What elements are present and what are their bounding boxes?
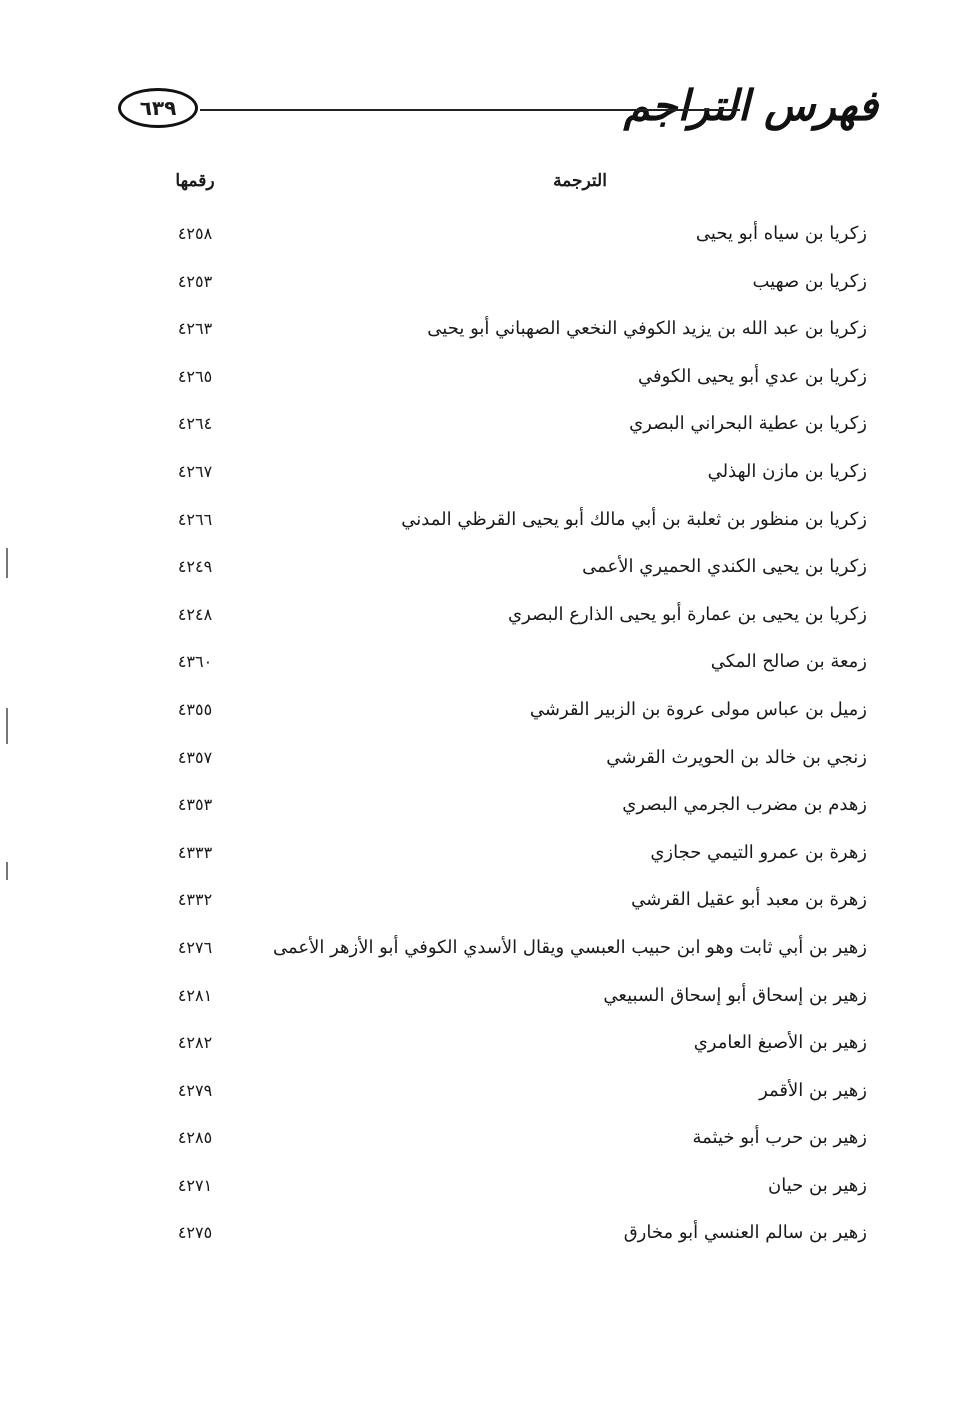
page-number-badge <box>118 88 198 128</box>
entry-name: زنجي بن خالد بن الحويرث القرشي <box>606 746 867 768</box>
entry-name: زهير بن أبي ثابت وهو ابن حبيب العبسي ويقال الأسدي الكوفي أبو الأزهر الأعمى <box>272 936 867 958</box>
entry-number: ٤٢٧٩ <box>177 1080 213 1100</box>
column-header-number: رقمها <box>175 171 215 191</box>
entry-name: زكريا بن يحيى بن عمارة أبو يحيى الذارع البصري <box>508 603 867 625</box>
page-number: ٦٣٩ <box>139 96 177 120</box>
entry-number: ٤٢٤٨ <box>177 604 213 624</box>
list-item <box>0 930 977 978</box>
entry-number: ٤٢٧١ <box>177 1175 213 1195</box>
list-item <box>0 311 977 359</box>
entry-number: ٤٢٧٦ <box>177 937 213 957</box>
entry-number: ٤٢٦٥ <box>177 366 213 386</box>
list-item <box>0 1120 977 1168</box>
entry-name: زمعة بن صالح المكي <box>710 651 867 673</box>
list-item <box>0 692 977 740</box>
entry-name: زكريا بن عطية البحراني البصري <box>629 413 867 435</box>
entry-number: ٤٣٣٣ <box>177 842 213 862</box>
entry-number: ٤٣٥٧ <box>177 747 213 767</box>
entry-number: ٤٢٦٧ <box>177 461 213 481</box>
entry-number: ٤٢٥٨ <box>177 224 213 243</box>
list-item <box>0 1025 977 1073</box>
list-item <box>0 644 977 692</box>
entry-number: ٤٢٨١ <box>177 985 213 1005</box>
list-item <box>0 359 977 407</box>
entry-number: ٤٣٥٥ <box>177 699 213 719</box>
entry-name: زهدم بن مضرب الجرمي البصري <box>622 794 867 816</box>
entry-number: ٤٣٦٠ <box>177 652 213 672</box>
entry-number: ٤٢٥٣ <box>177 271 213 291</box>
list-item <box>0 1215 977 1263</box>
list-item <box>0 978 977 1026</box>
list-item <box>0 406 977 454</box>
entry-name: زميل بن عباس مولى عروة بن الزبير القرشي <box>529 698 867 720</box>
entry-name: زهرة بن معبد أبو عقيل القرشي <box>631 889 867 911</box>
entry-number: ٤٢٦٤ <box>177 414 213 434</box>
list-item <box>0 264 977 312</box>
list-item <box>0 454 977 502</box>
header-title: فهرس التراجم <box>623 81 878 130</box>
entry-name: زهير بن حرب أبو خيثمة <box>692 1127 867 1149</box>
entry-name: زهير بن سالم العنسي أبو مخارق <box>623 1222 867 1244</box>
entry-name: زكريا بن منظور بن ثعلبة بن أبي مالك أبو يحيى القرظي المدني <box>401 508 867 530</box>
entries-list <box>0 216 977 1263</box>
list-item <box>0 549 977 597</box>
list-item <box>0 835 977 883</box>
entry-number: ٤٢٨٥ <box>177 1128 213 1148</box>
entry-number: ٤٢٦٦ <box>177 509 213 529</box>
entry-name: زهير بن حيان <box>768 1174 867 1196</box>
entry-number: ٤٢٤٩ <box>177 557 213 577</box>
column-header-name: الترجمة <box>553 171 607 191</box>
entry-number: ٤٣٣٢ <box>177 890 213 910</box>
entry-name: زكريا بن مازن الهذلي <box>707 460 867 482</box>
list-item <box>0 740 977 788</box>
list-item <box>0 1168 977 1216</box>
running-header <box>118 78 878 158</box>
scan-edge-mark <box>6 708 8 744</box>
entry-number: ٤٣٥٣ <box>177 795 213 815</box>
entry-name: زهير بن الأصبغ العامري <box>693 1032 867 1054</box>
scan-edge-mark <box>6 548 8 578</box>
entry-name: زهير بن الأقمر <box>759 1079 867 1101</box>
entry-name: زهرة بن عمرو التيمي حجازي <box>650 841 867 863</box>
entry-number: ٤٢٨٢ <box>177 1033 213 1053</box>
list-item <box>0 502 977 550</box>
entry-number: ٤٢٧٥ <box>177 1223 213 1243</box>
list-item <box>0 787 977 835</box>
entry-name: زكريا بن سياه أبو يحيى <box>695 223 867 244</box>
entry-name: زكريا بن يحيى الكندي الحميري الأعمى <box>582 556 867 578</box>
list-item <box>0 597 977 645</box>
list-item <box>0 216 977 264</box>
entry-name: زهير بن إسحاق أبو إسحاق السبيعي <box>603 984 867 1006</box>
entry-number: ٤٢٦٣ <box>177 319 213 339</box>
list-item <box>0 1073 977 1121</box>
entry-name: زكريا بن صهيب <box>752 270 867 292</box>
entry-name: زكريا بن عبد الله بن يزيد الكوفي النخعي الصهباني أبو يحيى <box>427 318 867 340</box>
list-item <box>0 882 977 930</box>
header-rule <box>200 109 740 111</box>
scan-edge-mark <box>6 862 8 880</box>
entry-name: زكريا بن عدي أبو يحيى الكوفي <box>638 365 867 387</box>
